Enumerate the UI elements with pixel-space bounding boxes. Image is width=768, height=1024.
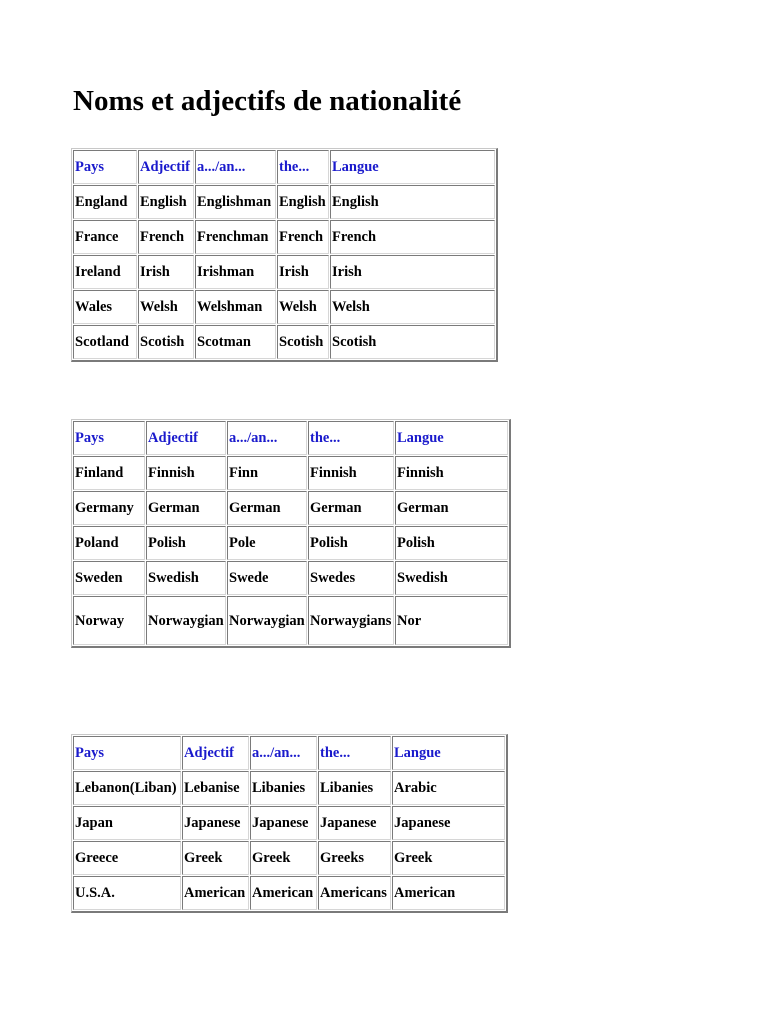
- table-row: [73, 325, 495, 359]
- nationality-table-3: [71, 734, 508, 913]
- table-row: [73, 876, 505, 910]
- header-cell-langue: Langue: [392, 736, 505, 770]
- table-cell: Scotland: [73, 325, 137, 359]
- table-row: [73, 596, 508, 645]
- table-cell: Polish: [308, 526, 394, 560]
- header-cell-the: the...: [277, 150, 329, 184]
- header-cell-pays: Pays: [73, 421, 145, 455]
- table-row: [73, 806, 505, 840]
- table-cell: Japanese: [318, 806, 391, 840]
- table-cell: Lebanise: [182, 771, 249, 805]
- header-cell-a-an: a.../an...: [195, 150, 276, 184]
- table-cell: Finnish: [395, 456, 508, 490]
- table-cell: Greek: [182, 841, 249, 875]
- table-row: [73, 771, 505, 805]
- table-cell: Greek: [392, 841, 505, 875]
- table-cell: Japan: [73, 806, 181, 840]
- header-cell-pays: Pays: [73, 150, 137, 184]
- table-cell: Finn: [227, 456, 307, 490]
- table-cell: Wales: [73, 290, 137, 324]
- table-cell: Norwaygian: [146, 596, 226, 645]
- table-row: [73, 290, 495, 324]
- table-cell: Englishman: [195, 185, 276, 219]
- table-cell: Welsh: [277, 290, 329, 324]
- table-cell: German: [227, 491, 307, 525]
- table-header-row: [73, 421, 508, 455]
- table-cell: Japanese: [182, 806, 249, 840]
- table-cell: German: [308, 491, 394, 525]
- table-header-row: [73, 736, 505, 770]
- table-cell: Welshman: [195, 290, 276, 324]
- table-cell: Norway: [73, 596, 145, 645]
- table-cell: U.S.A.: [73, 876, 181, 910]
- table-cell: Irishman: [195, 255, 276, 289]
- table-cell: Swedes: [308, 561, 394, 595]
- table-row: [73, 456, 508, 490]
- table-cell: Germany: [73, 491, 145, 525]
- table-cell: Libanies: [318, 771, 391, 805]
- table-cell: American: [182, 876, 249, 910]
- table-cell: Scotish: [277, 325, 329, 359]
- table-cell: Swede: [227, 561, 307, 595]
- table-cell: Polish: [146, 526, 226, 560]
- table-header-row: [73, 150, 495, 184]
- table-cell: Ireland: [73, 255, 137, 289]
- table-cell: Greece: [73, 841, 181, 875]
- table-cell: Frenchman: [195, 220, 276, 254]
- table-cell: Finnish: [308, 456, 394, 490]
- table-cell: Finland: [73, 456, 145, 490]
- table-row: [73, 841, 505, 875]
- table-cell: Sweden: [73, 561, 145, 595]
- table-row: [73, 526, 508, 560]
- table-cell: French: [330, 220, 495, 254]
- table-cell: Japanese: [392, 806, 505, 840]
- nationality-table-1: [71, 148, 498, 362]
- table-cell: Nor: [395, 596, 508, 645]
- table-cell: Finnish: [146, 456, 226, 490]
- table-cell: German: [395, 491, 508, 525]
- page-title: Noms et adjectifs de nationalité: [73, 85, 462, 117]
- table-cell: Norwaygians: [308, 596, 394, 645]
- table-cell: Poland: [73, 526, 145, 560]
- table-row: [73, 561, 508, 595]
- table-cell: Scotish: [138, 325, 194, 359]
- table-cell: Americans: [318, 876, 391, 910]
- header-cell-langue: Langue: [395, 421, 508, 455]
- table-row: [73, 220, 495, 254]
- table-cell: American: [250, 876, 317, 910]
- table-cell: Japanese: [250, 806, 317, 840]
- table-cell: France: [73, 220, 137, 254]
- table-cell: Irish: [138, 255, 194, 289]
- table-row: [73, 491, 508, 525]
- table-row: [73, 185, 495, 219]
- table-cell: Scotman: [195, 325, 276, 359]
- header-cell-a-an: a.../an...: [250, 736, 317, 770]
- table-cell: England: [73, 185, 137, 219]
- header-cell-the: the...: [308, 421, 394, 455]
- table-cell: Swedish: [395, 561, 508, 595]
- header-cell-langue: Langue: [330, 150, 495, 184]
- header-cell-a-an: a.../an...: [227, 421, 307, 455]
- table-cell: Norwaygian: [227, 596, 307, 645]
- table-cell: English: [330, 185, 495, 219]
- table-cell: Pole: [227, 526, 307, 560]
- header-cell-the: the...: [318, 736, 391, 770]
- nationality-table-2: [71, 419, 511, 648]
- table-cell: Greek: [250, 841, 317, 875]
- header-cell-adjectif: Adjectif: [182, 736, 249, 770]
- table-cell: Arabic: [392, 771, 505, 805]
- table-cell: Welsh: [138, 290, 194, 324]
- table-cell: Welsh: [330, 290, 495, 324]
- table-cell: Irish: [330, 255, 495, 289]
- table-cell: Libanies: [250, 771, 317, 805]
- header-cell-adjectif: Adjectif: [138, 150, 194, 184]
- table-cell: English: [277, 185, 329, 219]
- table-cell: Polish: [395, 526, 508, 560]
- table-cell: American: [392, 876, 505, 910]
- table-cell: Irish: [277, 255, 329, 289]
- table-cell: French: [277, 220, 329, 254]
- table-cell: Greeks: [318, 841, 391, 875]
- header-cell-pays: Pays: [73, 736, 181, 770]
- table-cell: German: [146, 491, 226, 525]
- table-cell: English: [138, 185, 194, 219]
- header-cell-adjectif: Adjectif: [146, 421, 226, 455]
- table-cell: French: [138, 220, 194, 254]
- table-cell: Scotish: [330, 325, 495, 359]
- table-cell: Lebanon(Liban): [73, 771, 181, 805]
- table-cell: Swedish: [146, 561, 226, 595]
- table-row: [73, 255, 495, 289]
